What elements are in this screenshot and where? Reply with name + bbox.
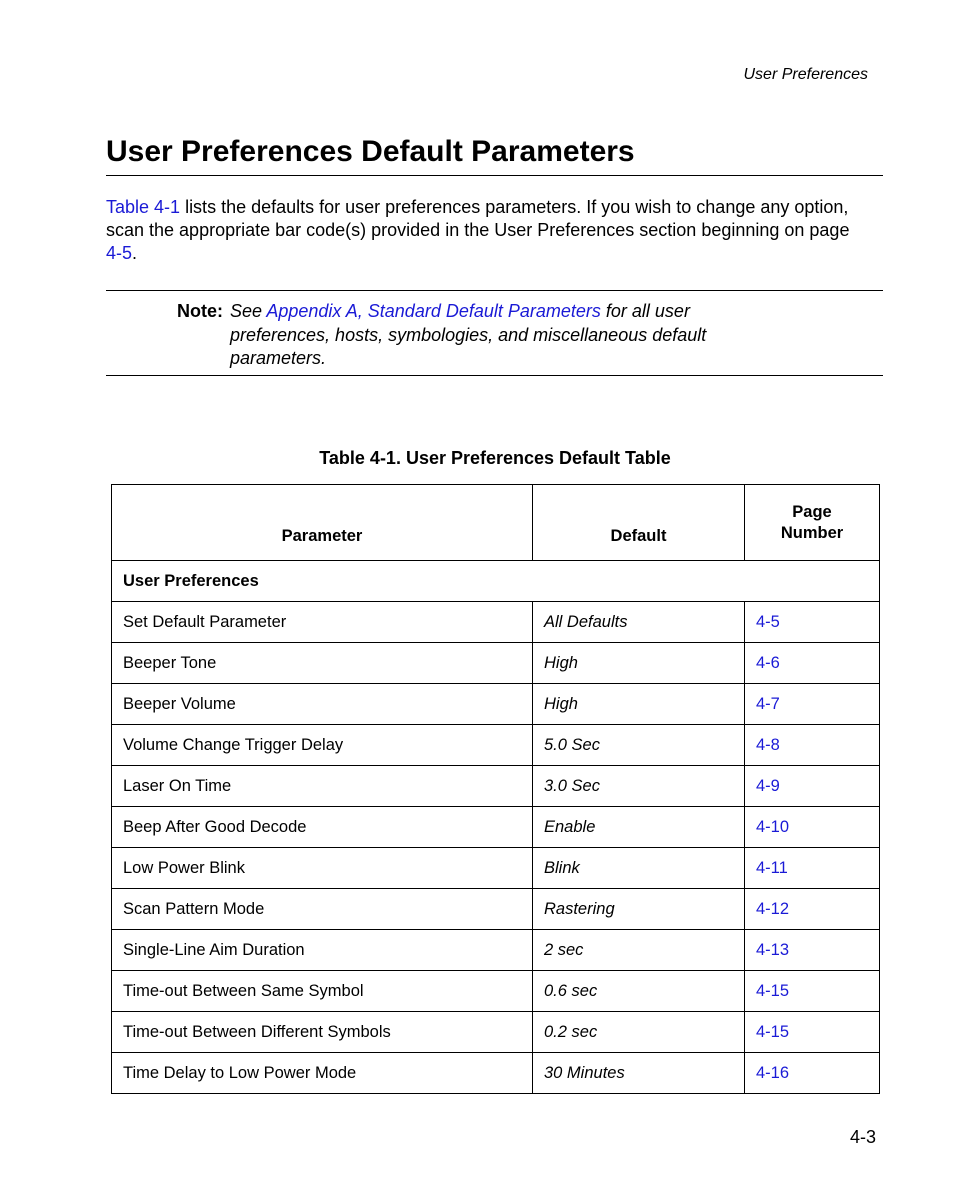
parameter-cell: Single-Line Aim Duration <box>112 930 533 971</box>
default-cell: All Defaults <box>533 602 745 643</box>
table-row <box>112 643 880 684</box>
user-preferences-table <box>111 484 880 1094</box>
running-header: User Preferences <box>743 66 868 83</box>
page-link-cell[interactable]: 4-8 <box>745 725 880 766</box>
default-cell: 30 Minutes <box>533 1053 745 1094</box>
note-suffix: for all user preferences, hosts, symbologies, and miscellaneous default parameters. <box>230 301 707 368</box>
note-label: Note: <box>177 301 223 321</box>
note-text <box>230 300 790 371</box>
page-4-5-link[interactable]: 4-5 <box>106 243 133 263</box>
table-header-row <box>112 485 880 561</box>
table-row <box>112 1053 880 1094</box>
page-link-cell[interactable]: 4-13 <box>745 930 880 971</box>
page-link-cell[interactable]: 4-15 <box>745 971 880 1012</box>
note-divider-top <box>106 290 883 291</box>
page-link-cell[interactable]: 4-11 <box>745 848 880 889</box>
default-cell: High <box>533 643 745 684</box>
table-row <box>112 725 880 766</box>
parameter-cell: Low Power Blink <box>112 848 533 889</box>
note-divider-bottom <box>106 375 883 376</box>
appendix-a-link[interactable]: Appendix A, Standard Default Parameters <box>266 301 601 321</box>
parameter-cell: Volume Change Trigger Delay <box>112 725 533 766</box>
page-title: User Preferences Default Parameters <box>106 135 635 168</box>
section-row <box>112 561 880 602</box>
table-row <box>112 684 880 725</box>
parameter-cell: Beep After Good Decode <box>112 807 533 848</box>
header-page-number <box>745 485 880 561</box>
table-row <box>112 930 880 971</box>
default-cell: Blink <box>533 848 745 889</box>
default-cell: Rastering <box>533 889 745 930</box>
parameter-cell: Time Delay to Low Power Mode <box>112 1053 533 1094</box>
parameter-cell: Beeper Volume <box>112 684 533 725</box>
page-link-cell[interactable]: 4-16 <box>745 1053 880 1094</box>
intro-paragraph <box>106 196 866 265</box>
table-row <box>112 602 880 643</box>
default-cell: 3.0 Sec <box>533 766 745 807</box>
page-link-cell[interactable]: 4-10 <box>745 807 880 848</box>
parameter-cell: Beeper Tone <box>112 643 533 684</box>
table-row <box>112 766 880 807</box>
table-row <box>112 848 880 889</box>
page-link-cell[interactable]: 4-7 <box>745 684 880 725</box>
default-cell: High <box>533 684 745 725</box>
table-4-1-link[interactable]: Table 4-1 <box>106 197 181 217</box>
intro-text: lists the defaults for user preferences parameters. If you wish to change any option, scan the appropriate bar code(s) provided in the User Preferences section beginning on page <box>106 197 850 240</box>
intro-end: . <box>132 243 138 263</box>
header-default: Default <box>533 485 745 561</box>
table-row <box>112 971 880 1012</box>
header-parameter: Parameter <box>112 485 533 561</box>
parameter-cell: Laser On Time <box>112 766 533 807</box>
title-divider <box>106 175 883 176</box>
table-row <box>112 889 880 930</box>
parameter-cell: Time-out Between Same Symbol <box>112 971 533 1012</box>
parameter-cell: Set Default Parameter <box>112 602 533 643</box>
default-cell: 0.2 sec <box>533 1012 745 1053</box>
page-link-cell[interactable]: 4-12 <box>745 889 880 930</box>
section-label: User Preferences <box>112 561 880 602</box>
page-link-cell[interactable]: 4-15 <box>745 1012 880 1053</box>
page-link-cell[interactable]: 4-9 <box>745 766 880 807</box>
parameter-cell: Time-out Between Different Symbols <box>112 1012 533 1053</box>
parameter-cell: Scan Pattern Mode <box>112 889 533 930</box>
default-cell: 2 sec <box>533 930 745 971</box>
default-cell: 0.6 sec <box>533 971 745 1012</box>
page-number: 4-3 <box>849 1127 876 1147</box>
note-prefix: See <box>230 301 267 321</box>
page-link-cell[interactable]: 4-6 <box>745 643 880 684</box>
header-page-line1: Page <box>792 502 832 521</box>
header-page-line2: Number <box>780 523 844 542</box>
table-caption: Table 4-1. User Preferences Default Table <box>319 448 671 468</box>
default-cell: Enable <box>533 807 745 848</box>
table-row <box>112 807 880 848</box>
page-link-cell[interactable]: 4-5 <box>745 602 880 643</box>
table-row <box>112 1012 880 1053</box>
default-cell: 5.0 Sec <box>533 725 745 766</box>
